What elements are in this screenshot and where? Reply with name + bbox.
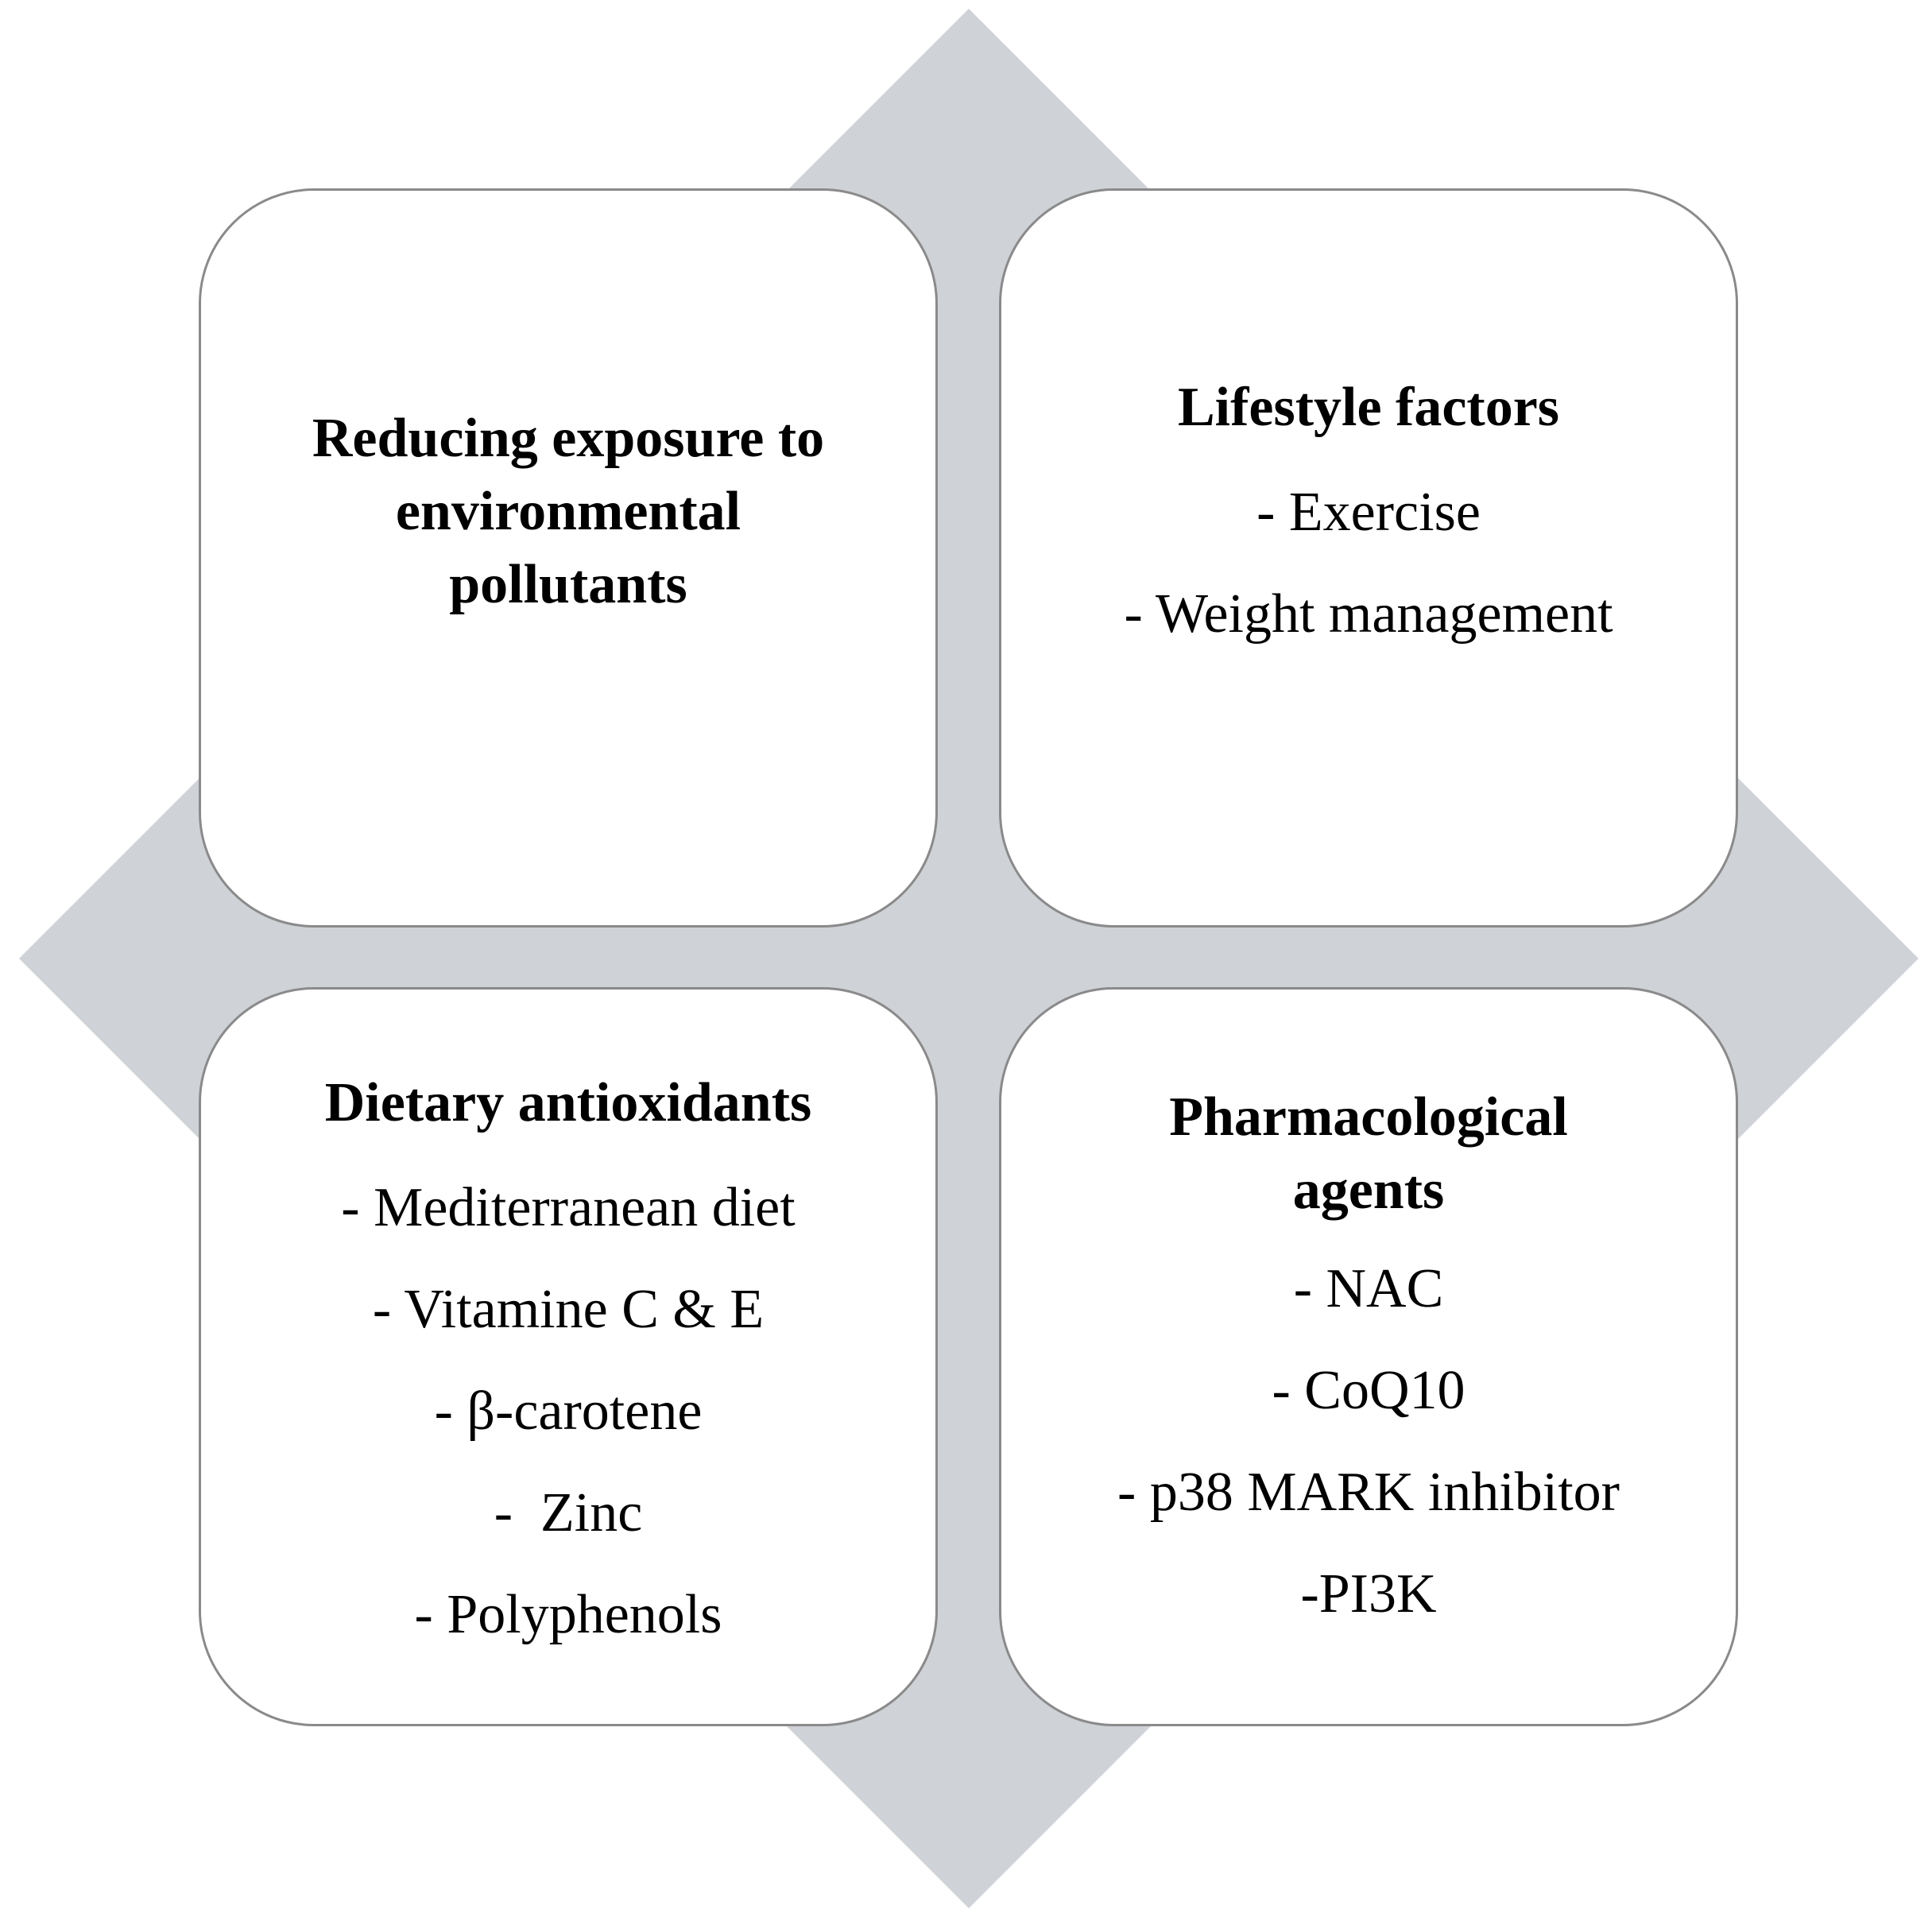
list-item: - β-carotene <box>434 1381 703 1442</box>
item-list <box>1001 1238 1736 1645</box>
list-item: - Polyphenols <box>414 1584 722 1645</box>
list-item: - Zinc <box>494 1482 643 1543</box>
box-title-line: Pharmacological <box>1169 1086 1568 1148</box>
list-item: - Exercise <box>1256 482 1481 543</box>
box-environmental-pollutants <box>199 188 938 928</box>
box-content <box>201 402 935 622</box>
box-content <box>1001 371 1736 665</box>
box-title-line: agents <box>1292 1160 1445 1221</box>
item-list <box>201 1157 935 1666</box>
box-pharmacological-agents <box>999 987 1738 1726</box>
box-lifestyle-factors <box>999 188 1738 928</box>
box-title: Lifestyle factors <box>1177 377 1560 438</box>
box-title-line: environmental <box>395 481 741 542</box>
box-title-line: pollutants <box>449 554 687 615</box>
item-list <box>1001 462 1736 665</box>
list-item: - CoQ10 <box>1272 1360 1465 1421</box>
list-item: - p38 MARK inhibitor <box>1117 1462 1620 1523</box>
box-title: Dietary antioxidants <box>324 1072 812 1133</box>
box-title-line: Reducing exposure to <box>312 408 825 469</box>
box-dietary-antioxidants <box>199 987 938 1726</box>
box-content <box>201 1067 935 1666</box>
list-item: - NAC <box>1293 1258 1444 1319</box>
box-content <box>1001 1081 1736 1645</box>
list-item: - Vitamine C & E <box>372 1279 765 1340</box>
list-item: - Mediterranean diet <box>341 1177 796 1238</box>
list-item: -PI3K <box>1300 1563 1437 1625</box>
list-item: - Weight management <box>1124 583 1613 645</box>
